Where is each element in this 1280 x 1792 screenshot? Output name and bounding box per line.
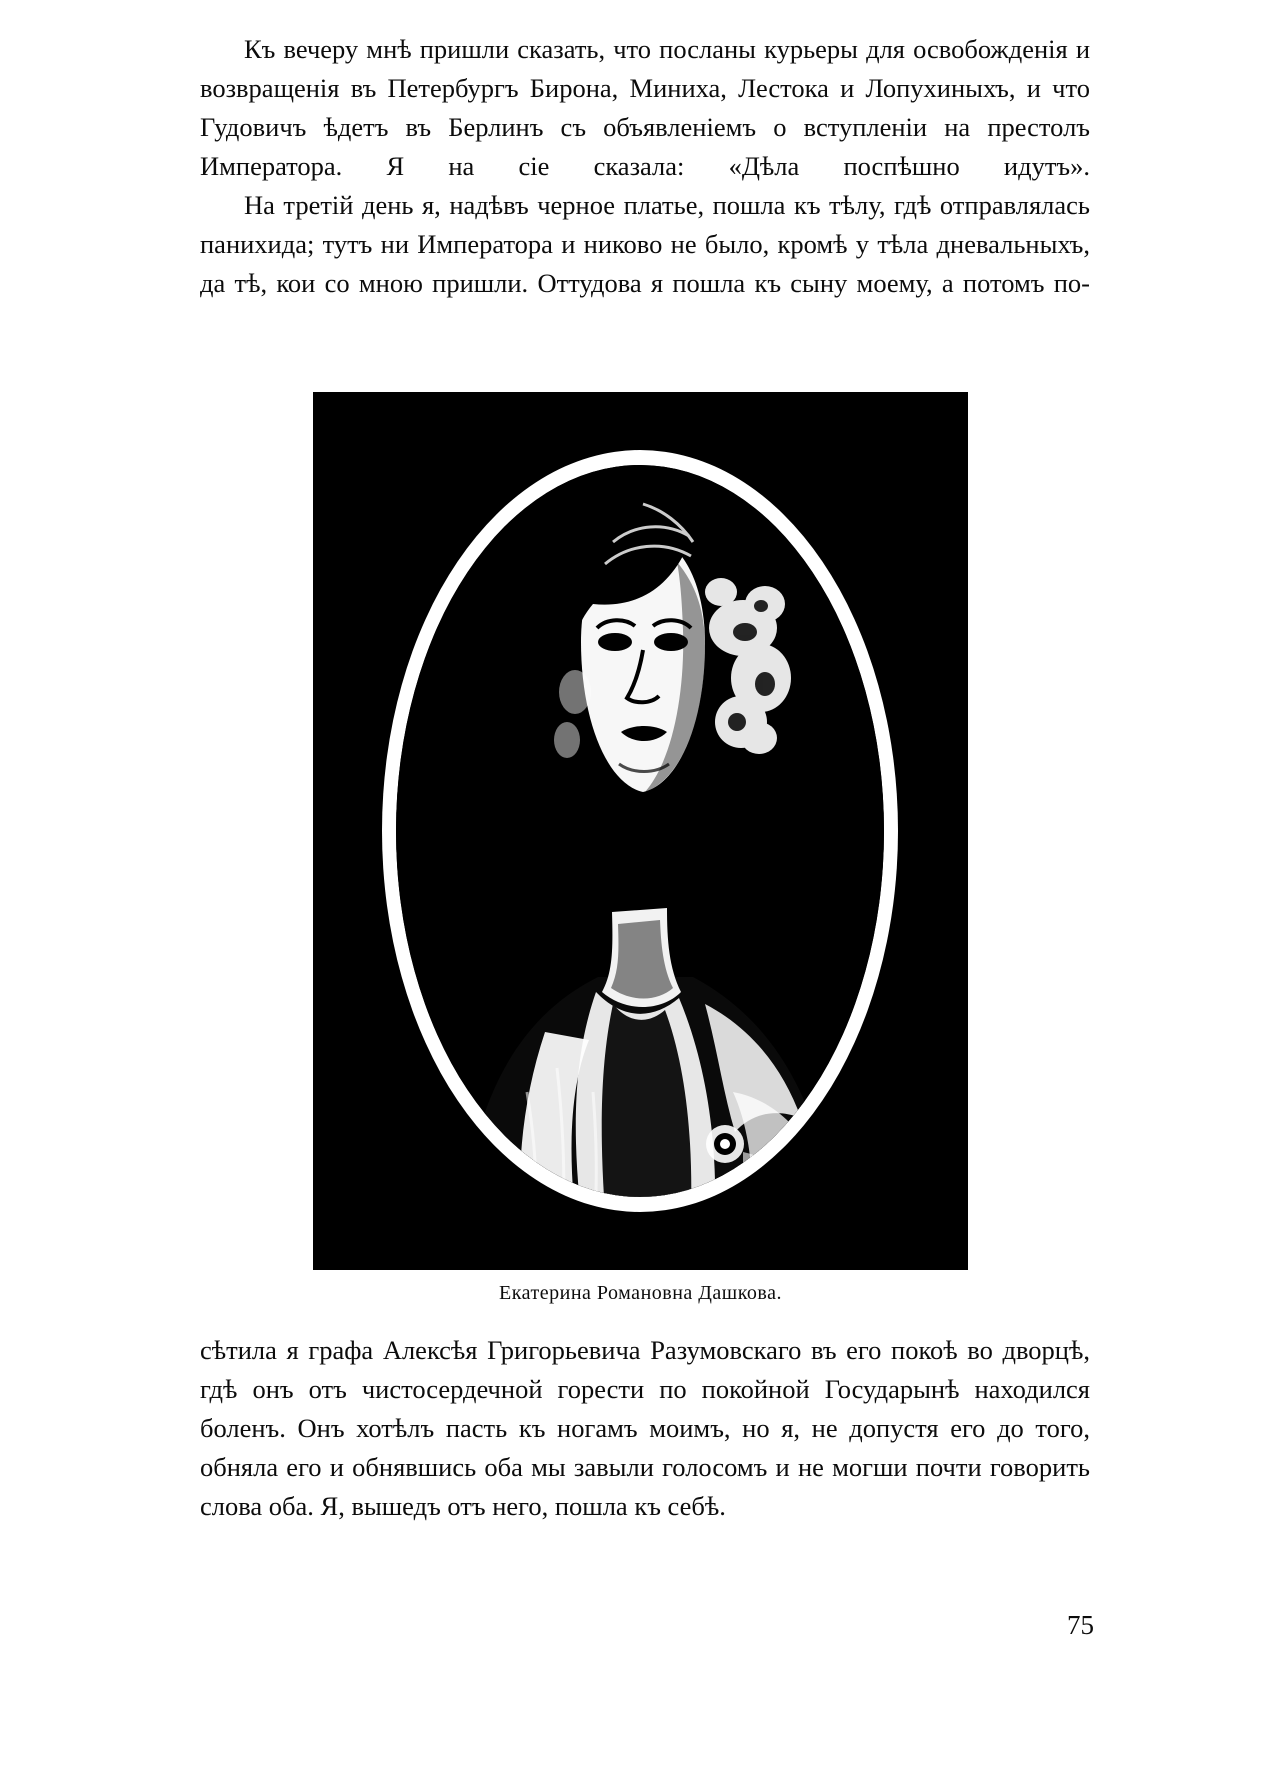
body-text-bottom — [200, 1331, 1090, 1526]
oval-portrait-engraving — [313, 392, 968, 1270]
body-text-top — [200, 30, 1090, 303]
paragraph: сѣтила я графа Алексѣя Григорьевича Разумовскаго въ его покоѣ во дворцѣ, гдѣ онъ отъ чистосердечной горести по покойной Государынѣ находился боленъ. Онъ хотѣлъ пасть къ ногамъ моимъ, но я, не допустя его до того, обняла его и обнявшись оба мы завыли голосомъ и не могши почти говорить слова оба. Я, вышедъ отъ него, пошла къ себѣ. — [200, 1335, 1090, 1521]
paragraph: На третій день я, надѣвъ черное платье, пошла къ тѣлу, гдѣ отправлялась панихида; тутъ ни Императора и никово не было, кромѣ у тѣла дневальныхъ, да тѣ, кои со мною пришли. Оттудова я пошла къ сыну моему, а потомъ по- — [200, 190, 1090, 298]
portrait-figure — [313, 392, 968, 1292]
paragraph: Къ вечеру мнѣ пришли сказать, что посланы курьеры для освобожденія и возвращенія въ Петербургъ Бирона, Миниха, Лестока и Лопухиныхъ, и что Гудовичъ ѣдетъ въ Берлинъ съ объявленіемъ о вступленіи на престолъ Императора. Я на сіе сказала: «Дѣла поспѣшно идутъ». — [200, 34, 1090, 181]
page-number: 75 — [1067, 1610, 1094, 1640]
figure-caption: Екатерина Романовна Дашкова. — [499, 1282, 782, 1304]
